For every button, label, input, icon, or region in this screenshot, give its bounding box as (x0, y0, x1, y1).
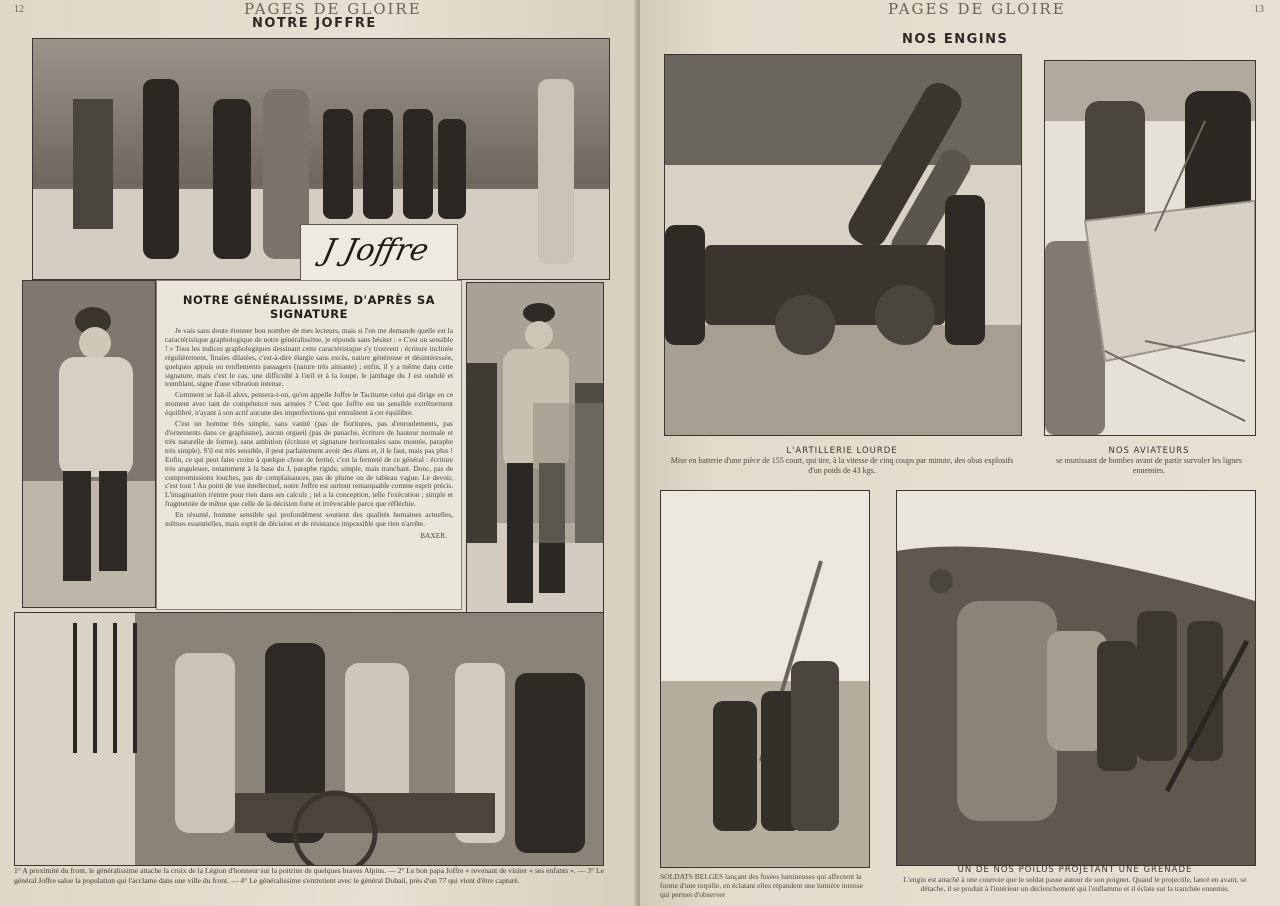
caption-belgian-soldiers-title: SOLDATS BELGES lançant des fusées lumineuses (660, 872, 815, 881)
caption-belgian-soldiers (660, 872, 874, 899)
article-paragraph-4: En résumé, homme sensible qui profondément soutient des qualités humaines actuelles, mêmes essentielles, mais esprit de décision et de résistance impossible que rien n'arrête. (165, 510, 453, 529)
photo-aviators-image (1045, 61, 1255, 435)
left-folio: 12 (14, 4, 24, 15)
photo-aviators (1044, 60, 1256, 436)
caption-heavy-artillery-text: Mise en batterie d'une pièce de 155 court, qui tire, à la vitesse de cinq coups par minute, des obus explosifs d'un poids de 43 kgs. (670, 456, 1014, 475)
left-running-head: PAGES DE GLOIRE (244, 0, 422, 18)
article-heading: NOTRE GÉNÉRALISSIME, D'APRÈS SA SIGNATURE (182, 293, 436, 321)
joffre-signature-box (300, 224, 458, 284)
photo-heavy-artillery (664, 54, 1022, 436)
right-running-head: PAGES DE GLOIRE (888, 0, 1066, 18)
photo-joffre-saluting-image (467, 283, 603, 619)
article-paragraph-2: Comment se fait-il alors, pensera-t-on, qu'on appelle Joffre le Taciturne celui qui dirige en ce moment avec tant de compétence nos armées ? C'est que Joffre est un sensible extrêmement équilibré, n'ayant à son actif aucune des imperfections qui entraînent à cet équilibre. (165, 390, 453, 418)
photo-heavy-artillery-image (665, 55, 1021, 435)
photo-joffre-papa-image (23, 281, 155, 607)
article-signature-analysis (156, 280, 462, 610)
right-page-title: NOS ENGINS (902, 32, 1009, 47)
photo-poilu-grenade-image (897, 491, 1255, 865)
joffre-signature: J Joffre (319, 233, 432, 268)
article-paragraph-3: C'est un homme très simple, sans vanité (pas de fioritures, pas d'enroulements, pas d'ornements dans ce graphisme), aucun orgueil (pas de panache, écriture de hauteur normale et très naturelle de forme), sans ambition (écriture et signature horizontales sans montée, paraphe très simple). S'il est très sensible, il peut parfaitement avoir des élans et, il le faut, mais pas plus ! Enfin, ce qui peut faire croire à quelque chose de fermé, c'est la fermeté de ce général : écriture très anguleuse, notamment à la base du J, paraphe rigide, simple, mais tranchant. Donc, pas de compromissions louches, pas de complaisances, pas de plume ou de tableau vague. Le devoir, c'est tout ! Au point de vue intellectuel, notre Joffre est surtout remarquable comme esprit précis. L'imagination n'entre pour rien dans ses calculs ; tel a la conception, telle l'exécution : simple et fragmentée de même que celle de la décision forte et irrévocable parce que réfléchie. (165, 419, 453, 509)
caption-poilu-grenade-title: UN DE NOS POILUS PROJETANT UNE GRENADE (957, 865, 1193, 875)
photo-joffre-dubail-cannon (14, 612, 604, 866)
left-page (0, 0, 638, 906)
photo-joffre-dubail-cannon-image (15, 613, 603, 865)
caption-poilu-grenade (896, 866, 1254, 893)
caption-aviators-text: se munissant de bombes avant de partir survoler les lignes ennemies. (1056, 456, 1242, 475)
left-bottom-caption: 1° A proximité du front, le généralissime attache la croix de la Légion d'honneur sur la poitrine de quelques braves Alpins. — 2° Le bon papa Joffre « revenant de visiter « ses enfants ». — 3° Le général Joffre salue la population qui l'acclame dans une ville du front. — 4° Le généralissime s'entretient avec le général Dubail, près d'un 77 qui vient d'être capturé. (14, 866, 604, 885)
photo-belgian-soldiers-flares (660, 490, 870, 868)
right-folio: 13 (1254, 4, 1264, 15)
caption-heavy-artillery (664, 446, 1020, 476)
photo-joffre-saluting (466, 282, 604, 620)
photo-poilu-grenade (896, 490, 1256, 866)
article-paragraph-1: Je vais sans doute étonner bon nombre de mes lecteurs, mais si l'on me demande quelle est la caractéristique graphologique de notre généralissime, je réponds sans hésiter : « C'est un sensible ! » Tous les indices graphologiques dessinant cette caractéristique s'y trouvent : écriture inclinée régulièrement, finales dilatées, c'est-à-dire élargie sans excès, nature généreuse et désintéressée, quelques appuis ou renflements passagers (nature très aimante) ; enfin, il y a même dans cette signature, mais c'est le cas, une difficulté à l'œil et à la loupe, le jambage du J est ondulé et tremblant, signe d'une vibration intense. (165, 326, 453, 389)
caption-aviators-title: NOS AVIATEURS (1108, 446, 1190, 456)
caption-heavy-artillery-title: L'ARTILLERIE LOURDE (786, 446, 898, 456)
article-author: BAXER. (420, 530, 447, 540)
right-page (640, 0, 1280, 906)
caption-belgian-soldiers-text: qui affectent la forme d'une torpille, en éclatant elles répandent une lumière intense qui permet d'observer (660, 872, 863, 899)
caption-aviators (1044, 446, 1254, 476)
left-page-title: NOTRE JOFFRE (252, 16, 377, 31)
photo-belgian-soldiers-flares-image (661, 491, 869, 867)
caption-poilu-grenade-text: L'engin est attaché à une courroie que le soldat passe autour de son poignet. Quand le projectile, lancé en avant, se détache, il se produit à l'intérieur un déclenchement qui l'enflamme et il éclate sur la tranchée ennemie. (903, 875, 1247, 893)
photo-joffre-papa (22, 280, 156, 608)
